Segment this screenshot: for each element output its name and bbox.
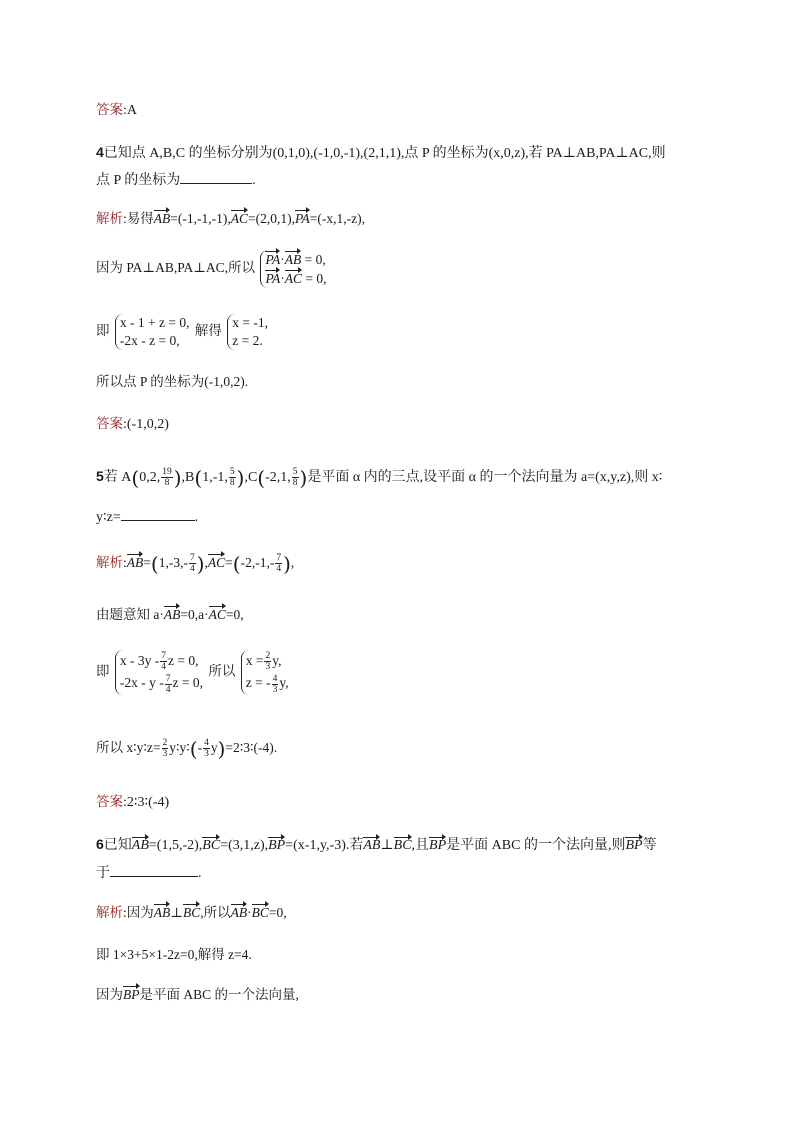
equation-row: x = $\frac{2}{3}$ y,: [245, 651, 282, 673]
equation-system: [260, 250, 326, 288]
vector-ab: AB: [363, 838, 381, 853]
equation-row: x = -1,: [232, 315, 268, 330]
answer-line-q4: [96, 414, 169, 435]
solution-text: =2∶3∶(-4).: [225, 740, 278, 755]
vector-pa: PA: [294, 211, 310, 226]
question-text: 若 A: [103, 470, 132, 485]
coords: -2,1,: [265, 470, 291, 485]
answer-blank: [180, 169, 252, 184]
analysis-label: 解析: [96, 905, 123, 920]
equation-text: = 0,: [304, 252, 326, 267]
equation-system: [227, 314, 268, 350]
equation-row: -2x - z = 0,: [119, 333, 180, 348]
answer-line-q5: [96, 792, 169, 813]
solution-text: 所以 x∶y∶z=: [96, 740, 161, 755]
vector-bp: BP: [625, 838, 643, 853]
vector-pa: PA: [265, 252, 281, 267]
question-6-line-2: [96, 862, 202, 884]
fraction: $\frac{5}{8}$: [292, 467, 298, 489]
fraction: $\frac{19}{8}$: [162, 467, 172, 489]
question-text: ,B: [181, 470, 195, 485]
coords: 0,2,: [139, 470, 161, 485]
equation-row: PA·AC = 0,: [265, 271, 327, 286]
question-4-line-2: [96, 169, 256, 191]
vector-bc: BC: [393, 838, 412, 853]
answer-blank: [110, 862, 198, 877]
answer-value: :2∶3∶(-4): [123, 795, 170, 810]
question-5-line-2: [96, 506, 198, 528]
solution-text: =0,a·: [180, 607, 209, 622]
vector-bc: BC: [251, 905, 269, 920]
question-text: 于: [96, 866, 110, 881]
q6-solution-line-1: 解析:因为AB⊥BC,所以AB·BC=0,: [96, 905, 287, 920]
equation-text: = 0,: [305, 271, 327, 286]
analysis-label: 解析: [96, 555, 123, 570]
equation-system: [241, 650, 289, 695]
q4-solution-line-1: [96, 209, 365, 229]
vector-bc: BC: [202, 838, 221, 853]
fraction: $\frac{4}{3}$: [204, 738, 209, 760]
answer-label: 答案: [96, 794, 123, 809]
vector-ac: AC: [230, 211, 248, 226]
vector-ac: AC: [284, 271, 302, 286]
vector-ab: AB: [230, 905, 248, 920]
question-number: 4: [96, 144, 104, 160]
solution-text: :易得: [123, 211, 154, 226]
question-text: 是平面 α 内的三点,设平面 α 的一个法向量为 a=(x,y,z),则 x∶: [307, 470, 663, 485]
vector-ab: AB: [153, 211, 171, 226]
answer-label: 答案: [96, 416, 123, 431]
q4-solution-line-2: [96, 250, 328, 288]
solution-text: 即: [96, 663, 110, 679]
solution-text: 解得: [194, 323, 222, 339]
fraction: $\frac{7}{4}$: [189, 553, 195, 575]
solution-text: =(-x,1,-z),: [309, 211, 365, 226]
q5-solution-line-4: 所以 x∶y∶z= $\frac{2}{3}$ y∶y∶(- $\frac{4}{3}$ y)=2∶3∶(-4).: [96, 736, 278, 761]
solution-text: =0,: [225, 607, 244, 622]
solution-text: =(2,0,1),: [248, 211, 295, 226]
equation-row: -2x - y - $\frac{7}{4}$ z = 0,: [119, 673, 203, 695]
solution-text: =(-1,-1,-1),: [170, 211, 231, 226]
vector-ab: AB: [153, 905, 171, 920]
question-text: y∶z=: [96, 510, 121, 525]
vector-bc: BC: [182, 905, 201, 920]
vector-bp: BP: [429, 838, 447, 853]
question-text: ,C: [244, 470, 258, 485]
answer-label: 答案: [96, 102, 123, 117]
solution-text: 因为 PA⊥AB,PA⊥AC,所以: [96, 260, 256, 276]
answer-line-q3: [96, 100, 137, 121]
equation-system: [115, 650, 203, 695]
punctuation: .: [252, 173, 256, 188]
solution-text: 1,-3,-: [158, 555, 188, 570]
equation-row: z = - $\frac{4}{3}$ y,: [245, 673, 289, 695]
punctuation: .: [198, 866, 202, 881]
equation-row: z = 2.: [232, 333, 263, 348]
question-number: 6: [96, 836, 104, 852]
analysis-label: 解析: [96, 211, 123, 226]
solution-text: 由题意知 a·: [96, 607, 164, 622]
solution-text: y∶y∶: [169, 740, 190, 755]
vector-bp: BP: [123, 987, 140, 1002]
question-text: 点 P 的坐标为: [96, 173, 181, 188]
fraction: $\frac{7}{4}$: [276, 553, 282, 575]
answer-value: :A: [123, 103, 137, 118]
q6-solution-line-3: 因为BP是平面 ABC 的一个法向量,: [96, 987, 299, 1002]
vector-ab: AB: [126, 555, 144, 570]
question-number: 5: [96, 468, 104, 484]
vector-ab: AB: [163, 607, 181, 622]
solution-text: 所以: [208, 663, 236, 679]
q4-solution-line-3: [96, 314, 270, 350]
vector-ab: AB: [131, 838, 149, 853]
q6-solution-line-2: 即 1×3+5×1-2z=0,解得 z=4.: [96, 947, 252, 962]
equation-system: [115, 314, 190, 350]
fraction: $\frac{5}{8}$: [229, 467, 235, 489]
vector-ab: AB: [284, 252, 302, 267]
vector-pa: PA: [265, 271, 281, 286]
answer-blank: [121, 506, 195, 521]
equation-row: x - 1 + z = 0,: [119, 315, 190, 330]
q4-solution-line-4: 所以点 P 的坐标为(-1,0,2).: [96, 374, 249, 389]
solution-text: 即: [96, 323, 110, 339]
punctuation: .: [194, 510, 199, 525]
question-5-line-1: 5若 A(0,2, $\frac{19}{8}$ ),B(1,-1, $\frac{5}{8}$ ),C(-2,1, $\frac{5}{8}$ )是平面 α 内的三点,设平面 α 的一个法向量为 a=(x,y,z),则 x∶: [96, 465, 663, 490]
question-6-line-1: 6已知AB=(1,5,-2),BC=(3,1,z),BP=(x-1,y,-3).若AB⊥BC,且BP是平面 ABC 的一个法向量,则BP等: [96, 836, 657, 853]
vector-ac: AC: [207, 555, 226, 570]
vector-bp: BP: [268, 838, 286, 853]
q5-solution-line-3: [96, 650, 291, 695]
answer-value: :(-1,0,2): [123, 417, 169, 432]
equation-row: PA·AB = 0,: [265, 252, 326, 267]
question-4-line-1: [96, 142, 666, 164]
equation-row: x - 3y - $\frac{7}{4}$ z = 0,: [119, 651, 199, 673]
coords: 1,-1,: [202, 470, 228, 485]
vector-ac: AC: [208, 607, 226, 622]
q5-solution-line-2: [96, 605, 244, 625]
question-text: 已知点 A,B,C 的坐标分别为(0,1,0),(-1,0,-1),(2,1,1),点 P 的坐标为(x,0,z),若 PA⊥AB,PA⊥AC,则: [103, 146, 666, 161]
fraction: $\frac{2}{3}$: [162, 738, 168, 760]
q5-solution-line-1: 解析:AB=(1,-3,- $\frac{7}{4}$ ),AC=(-2,-1,- $\frac{7}{4}$ ),: [96, 551, 295, 576]
solution-text: -2,-1,-: [240, 555, 275, 570]
